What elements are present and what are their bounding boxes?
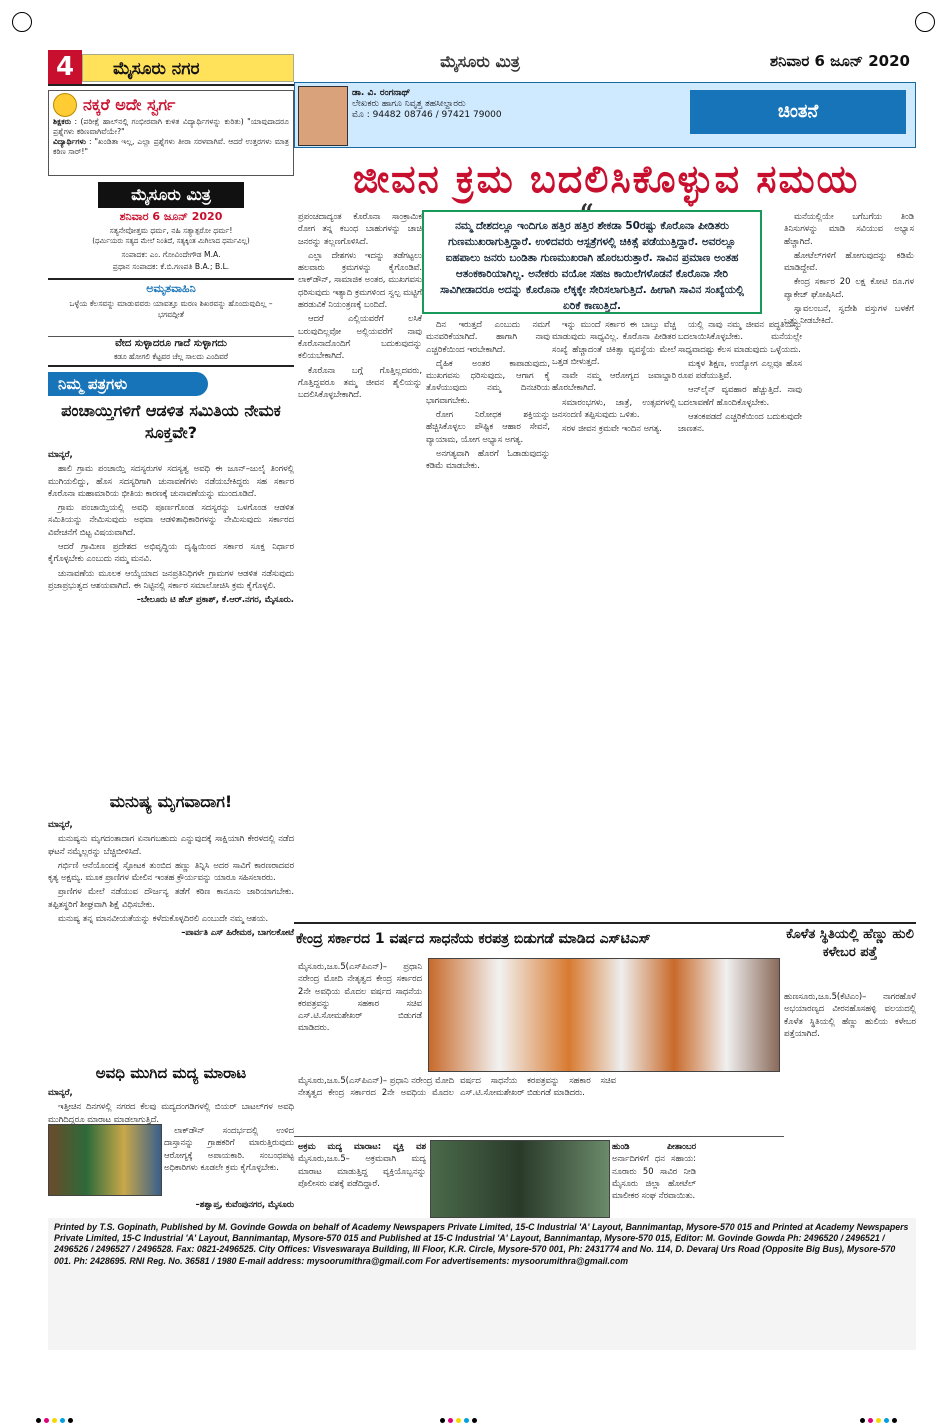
section-tag: ಚಿಂತನೆ [690,90,906,134]
letter3-title: ಅವಧಿ ಮುಗಿದ ಮದ್ಯ ಮಾರಾಟ [95,1064,247,1082]
letter2-para: ಗರ್ಭಿಣಿ ಆನೆಯೊಂದಕ್ಕೆ ಸ್ಫೋಟಕ ತುಂಬಿದ ಹಣ್ಣು ತಿನ್ನಿಸಿ ಅದರ ಸಾವಿಗೆ ಕಾರಣರಾದವರ ಕೃತ್ಯ ಅಕ್ಷಮ್ಯ. ಮೂಕ ಪ್ರಾಣಿಗಳ ಮೇಲಿನ ಇಂತಹ ಕ್ರೌರ್ಯವನ್ನು ಯಾರೂ ಸಹಿಸಲಾರರು. [48,859,294,883]
letter2-title: ಮನುಷ್ಯ ಮೃಗವಾದಾಗ! [109,792,233,811]
article-para: ಎಲ್ಲಾ ದೇಶಗಳು ಇದನ್ನು ತಡೆಗಟ್ಟಲು ಹಲವಾರು ಕ್ರಮಗಳನ್ನು ಕೈಗೊಂಡಿವೆ. ಲಾಕ್‌ಡೌನ್, ಸಾಮಾಜಿಕ ಅಂತರ, ಮುಖಗವಸು ಧರಿಸುವುದು ಇತ್ಯಾದಿ ಕ್ರಮಗಳಿಂದ ಸ್ವಲ್ಪ ಮಟ್ಟಿಗೆ ಹರಡುವಿಕೆ ನಿಯಂತ್ರಣಕ್ಕೆ ಬಂದಿದೆ. [298,249,422,310]
article-para: ಆನ್‌ಲೈನ್ ವ್ಯವಹಾರ ಹೆಚ್ಚುತ್ತಿದೆ. ನಾವು ಬದಲಾವಣೆಗೆ ಹೊಂದಿಕೊಳ್ಳಬೇಕು. [678,384,802,407]
divider [294,1136,784,1137]
story3-text: ಮೈಸೂರು,ಜೂ.5– ಅಕ್ರಮವಾಗಿ ಮದ್ಯ ಮಾರಾಟ ಮಾಡುತ್ತಿದ್ದ ವ್ಯಕ್ತಿಯೊಬ್ಬನನ್ನು ಪೊಲೀಸರು ವಶಕ್ಕೆ ಪಡೆದಿದ್ದಾರೆ. [298,1153,426,1188]
letter1-title: ಪಂಚಾಯ್ತಿಗಳಿಗೆ ಆಡಳಿತ ಸಮಿತಿಯ ನೇಮಕ ಸೂಕ್ತವೇ? [61,401,281,442]
article-para: ಹೋಟೆಲ್‌ಗಳಿಗೆ ಹೋಗುವುದನ್ನು ಕಡಿಮೆ ಮಾಡಿದ್ದೇವೆ. [784,249,914,273]
letter3-body [48,1086,294,1127]
story4 [612,1140,696,1201]
article-para: ದೈಹಿಕ ಅಂತರ ಕಾಪಾಡುವುದು, ಮುಖಗವಸು ಧರಿಸುವುದು, ಆಗಾಗ ಕೈ ತೊಳೆಯುವುದು ನಮ್ಮ ದಿನಚರಿಯ ಭಾಗವಾಗಬೇಕು. [426,357,550,405]
publisher: ಪ್ರಧಾನ ಸಂಪಾದಕ: ಕೆ.ಬಿ.ಗಣಪತಿ B.A.; B.L. [112,262,230,271]
motto-sub: (ಧರ್ಮಿಯರು ಸತ್ಯದ ಮೇಲೆ ನಿಂತಿದೆ, ಸತ್ಯಕ್ಕಿಂತ ಮಿಗಿಲಾದ ಧರ್ಮವಿಲ್ಲ) [92,237,250,245]
editor: ಸಂಪಾದಕ: ಎಂ. ಗೋವಿಂದೇಗೌಡ M.A. [121,250,221,259]
pull-quote: ನಮ್ಮ ದೇಶದಲ್ಲೂ ಇಂದಿಗೂ ಹತ್ತಿರ ಹತ್ತಿರ ಶೇಕಡಾ 50ರಷ್ಟು ಕೊರೊನಾ ಪೀಡಿತರು ಗುಣಮುಖರಾಗುತ್ತಿದ್ದಾರೆ. ಉಳಿದವರು ಆಸ್ಪತ್ರೆಗಳಲ್ಲಿ ಚಿಕಿತ್ಸೆ ಪಡೆಯುತ್ತಿದ್ದಾರೆ. ಅವರಲ್ಲೂ ಐಹಪಾಲು ಜನರು ಬಂಡಿತಾ ಗುಣಮುಖರಾಗಿ ಹೊರಬರುತ್ತಾರೆ. ಸಾವಿನ ಪ್ರಮಾಣ ಅಂತಹ ಆತಂಕಕಾರಿಯಾಗಿಲ್ಲ. ಅನೇಕರು ವಯೋ ಸಹಜ ಕಾಯಿಲೆಗಳೊಡನೆ ಕೊರೊನಾ ಸೇರಿ ಸಾವಿಗೀಡಾದರೂ ಅದನ್ನು ಕೊರೊನಾ ಲೆಕ್ಕಕ್ಕೇ ಸೇರಿಸಲಾಗುತ್ತಿದೆ. ಹೀಗಾಗಿ ಸಾವಿನ ಸಂಖ್ಯೆಯಲ್ಲಿ ಏರಿಕೆ ಕಾಣುತ್ತಿದೆ. [422,210,762,314]
amrutavahini-box [48,278,294,337]
article-column-4 [678,318,802,437]
story1-headline: ಕೇಂದ್ರ ಸರ್ಕಾರದ 1 ವರ್ಷದ ಸಾಧನೆಯ ಕರಪತ್ರ ಬಿಡುಗಡೆ ಮಾಡಿದ ಎಸ್‌ಟಿಎಸ್ [296,931,651,947]
page-number: 4 [48,50,82,84]
story1-text-cont: ಮೈಸೂರು,ಜೂ.5(ಎಸ್‌ಪಿಎನ್)– ಪ್ರಧಾನಿ ನರೇಂದ್ರ ಮೋದಿ ನೇತೃತ್ವದ ಕೇಂದ್ರ ಸರ್ಕಾರದ 2ನೇ ಅವಧಿಯ ಮೊದಲ ವರ್ಷದ ಸಾಧನೆಯ ಕರಪತ್ರವನ್ನು ಸಹಕಾರ ಸಚಿವ ಎಸ್.ಟಿ.ಸೋಮಶೇಖರ್ ಬಿಡುಗಡೆ ಮಾಡಿದರು. [298,1075,616,1098]
article-end-rule [294,922,916,924]
story4-text: ಅರ್ನಾದಿಗಳಿಗೆ ಧನ ಸಹಾಯ: ನೂರಾರು 50 ಸಾವಿರ ನೀಡಿ ಮೈಸೂರು ಜಿಲ್ಲಾ ಹೋಟೆಲ್ ಮಾಲೀಕರ ಸಂಘ ನೆರವಾಯಿತು. [612,1153,696,1201]
letter2-signature: –ಪಾರ್ವತಿ ಎಸ್ ಹಿರೇಮಠ, ಬಾಗಲಕೋಟೆ [181,927,294,938]
color-dots-center [440,1408,480,1414]
amrutavahini-text: ಒಳ್ಳೆಯ ಕೆಲಸವನ್ನು ಮಾಡುವವರು ಯಾವತ್ತೂ ಮರಣ ಶಿಖರವನ್ನು ಹೊಂದುವುದಿಲ್ಲ – ಭಗವದ್ಗೀತೆ [69,299,273,319]
letter3-signature: –ಶಶ್ವಾಪ್ತ, ಕುವೆಂಪುನಗರ, ಮೈಸೂರು [195,1199,294,1209]
article-para: ಆತಂಕಪಡದೆ ಎಚ್ಚರಿಕೆಯಿಂದ ಬದುಕುವುದೇ ಜಾಣತನ. [678,411,802,434]
article-para: ದಿನ ಇರುತ್ತದೆ ಎಂಬುದು ನಮಗೆ ಮನವರಿಕೆಯಾಗಿದೆ. ಹಾಗಾಗಿ ನಾವು ಎಚ್ಚರಿಕೆಯಿಂದ ಇರಬೇಕಾಗಿದೆ. [426,319,550,354]
article-para: ಸಮಾರಂಭಗಳು, ಜಾತ್ರೆ, ಉತ್ಸವಗಳಲ್ಲಿ ಜನಸಂದಣಿ ತಪ್ಪಿಸುವುದು ಒಳಿತು. [552,396,676,420]
story1-text: ಮೈಸೂರು,ಜೂ.5(ಎಸ್‌ಪಿಎನ್)– ಪ್ರಧಾನಿ ನರೇಂದ್ರ ಮೋದಿ ನೇತೃತ್ವದ ಕೇಂದ್ರ ಸರ್ಕಾರದ 2ನೇ ಅವಧಿಯ ಮೊದಲ ವರ್ಷದ ಸಾಧನೆಯ ಕರಪತ್ರವನ್ನು ಸಹಕಾರ ಸಚಿವ ಎಸ್.ಟಿ.ಸೋಮಶೇಖರ್ ಬಿಡುಗಡೆ ಮಾಡಿದರು. [298,961,422,1033]
letter2-para: ಪ್ರಾಣಿಗಳ ಮೇಲೆ ನಡೆಯುವ ದೌರ್ಜನ್ಯ ತಡೆಗೆ ಕಠಿಣ ಕಾನೂನು ಜಾರಿಯಾಗಬೇಕು. ತಪ್ಪಿತಸ್ಥರಿಗೆ ಶೀಘ್ರವಾಗಿ ಶಿಕ್ಷೆ ವಿಧಿಸಬೇಕು. [48,886,294,909]
author-photo [298,86,348,146]
article-para: ಮನೆಯಲ್ಲಿಯೇ ಬಗೆಬಗೆಯ ತಿಂಡಿ ತಿನಿಸುಗಳನ್ನು ಮಾಡಿ ಸವಿಯುವ ಅಭ್ಯಾಸ ಹೆಚ್ಚಾಗಿದೆ. [784,211,914,246]
author-name: ಡಾ. ವಿ. ರಂಗನಾಥ್ [352,88,411,98]
proverb-text: ಕಡೂ ಹೋಗಲಿ ಕೆಟ್ಟವರ ಚೆಲ್ಲ ಸಾಲದು ಎಂದಿವರೆ [48,352,294,367]
masthead: ಮೈಸೂರು ಮಿತ್ರ [440,52,520,71]
registration-mark [12,12,32,32]
letter1-salute: ಮಾನ್ಯರೆ, [48,449,73,459]
color-dots-left [36,1408,76,1414]
author-meta [352,88,552,121]
author-phone: ಮೊ : 94482 08746 / 97421 79000 [352,110,502,120]
letters-header: ನಿಮ್ಮ ಪತ್ರಗಳು [48,372,208,396]
amrutavahini-title: ಅಮೃತವಾಹಿನಿ [146,282,196,295]
student-label: ವಿದ್ಯಾರ್ಥಿಗಳು [53,137,87,146]
story3-headline: ಅಕ್ರಮ ಮದ್ಯ ಮಾರಾಟ: ವ್ಯಕ್ತಿ ವಶ [298,1141,426,1151]
letter3-body-cont [164,1124,294,1175]
logo-date: ಶನಿವಾರ 6 ಜೂನ್ 2020 [119,210,223,223]
story4-headline: ಹುಂಡಿ ಪೀತಾಂಬರ [612,1141,696,1151]
letter1-para: ಚುನಾವಣೆಯ ಮೂಲಕ ಆಯ್ಕೆಯಾದ ಜನಪ್ರತಿನಿಧಿಗಳೇ ಗ್ರಾಮಗಳ ಆಡಳಿತ ನಡೆಸುವುದು ಪ್ರಜಾಪ್ರಭುತ್ವದ ಆಶಯವಾಗಿದೆ. ಈ ನಿಟ್ಟಿನಲ್ಲಿ ಸರ್ಕಾರ ಸಮಾಲೋಚಿಸಿ ಕ್ರಮ ಕೈಗೊಳ್ಳಲಿ. [48,567,294,590]
student-text: : "ಖಂಡಿತಾ ಇಲ್ಲ, ಎಲ್ಲಾ ಪ್ರಶ್ನೆಗಳು ತೀರಾ ಸರಳವಾಗಿವೆ. ಆದರೆ ಉತ್ತರಗಳು ಮಾತ್ರ ಕಠಿಣ ಸಾರ್!" [53,137,289,156]
article-para: ಅನಗತ್ಯವಾಗಿ ಹೊರಗೆ ಓಡಾಡುವುದನ್ನು ಕಡಿಮೆ ಮಾಡಬೇಕು. [426,447,550,471]
article-para: ಆದರೆ ಎಲ್ಲಿಯವರೆಗೆ ಲಸಿಕೆ ಬರುವುದಿಲ್ಲವೋ ಅಲ್ಲಿಯವರೆಗೆ ನಾವು ಕೊರೊನಾದೊಂದಿಗೆ ಬದುಕುವುದನ್ನು ಕಲಿಯಬೇಕಾಗಿದೆ. [298,313,422,361]
article-column-5 [784,210,914,329]
letter2-para: ಮನುಷ್ಯ ತನ್ನ ಮಾನವೀಯತೆಯನ್ನು ಕಳೆದುಕೊಳ್ಳದಿರಲಿ ಎಂಬುದೇ ನಮ್ಮ ಆಶಯ. [58,913,269,924]
article-para: ಪ್ರಪಂಚದಾದ್ಯಂತ ಕೊರೊನಾ ಸಾಂಕ್ರಾಮಿಕ ರೋಗ ತನ್ನ ಕಬಂಧ ಬಾಹುಗಳನ್ನು ಚಾಚಿ ಜನರನ್ನು ತಲ್ಲಣಗೊಳಿಸಿದೆ. [298,211,422,246]
article-para: ನಾವೇ ನಮ್ಮ ಆರೋಗ್ಯದ ಜವಾಬ್ದಾರಿ ಹೊರಬೇಕಾಗಿದೆ. [552,370,676,393]
registration-mark [915,12,935,32]
imprint: Printed by T.S. Gopinath, Published by M. Govinde Gowda on behalf of Academy Newspapers Private Limited, 15-C Industrial 'A' Layout, Bannimantap, Mysore-570 015 and Printed at Academy Newspapers Private Limited, 15-C Industrial 'A' Layout, Bannimantap, Mysore-570 015 and Published at 15-C Industrial 'A' Layout, Bannimantap, Mysore-570 015, Editor: M. Govinde Gowda Ph: 2496520 / 2496521 / 2496526 / 2496527 / 2496528. Fax: 0821-2496525. City Offices: Visveswaraya Building, III Floor, K.R. Circle, Mysore-570 001, Ph: 2431774 and No. 114, D. Devaraj Urs Road (Opposite Big Bus), Mysore-570 001. Ph: 2428695. RNI Reg. No. 36581 / 1980 E-mail address: mysoorumithra@gmail.com For advertisements: mysoorumithra@gmail.com [48,1218,916,1350]
letter2-para: ಮನುಷ್ಯನು ಮೃಗದಂತಾದಾಗ ಏನಾಗಬಹುದು ಎನ್ನುವುದಕ್ಕೆ ಸಾಕ್ಷಿಯಾಗಿ ಕೇರಳದಲ್ಲಿ ನಡೆದ ಘಟನೆ ನಮ್ಮೆಲ್ಲರನ್ನು ಬೆಚ್ಚಿಬೀಳಿಸಿದೆ. [48,833,294,856]
article-column-3 [552,318,676,437]
letter3-para: ಲಾಕ್‌ಡೌನ್ ಸಂದರ್ಭದಲ್ಲಿ ಉಳಿದ ದಾಸ್ತಾನನ್ನು ಗ್ರಾಹಕರಿಗೆ ಮಾರುತ್ತಿರುವುದು ಆರೋಗ್ಯಕ್ಕೆ ಅಪಾಯಕಾರಿ. ಸಂಬಂಧಪಟ್ಟ ಅಧಿಕಾರಿಗಳು ಕೂಡಲೇ ಕ್ರಮ ಕೈಗೊಳ್ಳಬೇಕು. [164,1125,294,1172]
section-title: ಮೈಸೂರು ನಗರ [82,54,294,82]
letter1-para: ಗ್ರಾಮ ಪಂಚಾಯ್ತಿಯಲ್ಲಿ ಅವಧಿ ಪೂರ್ಣಗೊಂಡ ಸದಸ್ಯರನ್ನು ಒಳಗೊಂಡ ಆಡಳಿತ ಸಮಿತಿಯನ್ನು ನೇಮಿಸುವುದು ಅಥವಾ ಆಡಳಿತಾಧಿಕಾರಿಗಳನ್ನು ನೇಮಿಸುವುದು ಸರ್ಕಾರದ ವಿವೇಚನೆಗೆ ಬಿಟ್ಟ ವಿಷಯವಾಗಿದೆ. [48,502,294,537]
joke-box [48,90,294,176]
letter2-salute: ಮಾನ್ಯರೆ, [48,819,73,829]
joke-title: ನಕ್ಕರೆ ಅದೇ ಸ್ವರ್ಗ [83,95,176,114]
story3-photo [430,1140,610,1218]
story3 [298,1140,426,1189]
story2-text: ಹುಣಸೂರು,ಜೂ.5(ಕೆಟಿಎಂ)– ನಾಗರಹೊಳೆ ಅಭಯಾರಣ್ಯದ ವೀರನಹೊಸಹಳ್ಳಿ ವಲಯದಲ್ಲಿ ಕೊಳೆತ ಸ್ಥಿತಿಯಲ್ಲಿ ಹೆಣ್ಣು ಹುಲಿಯ ಕಳೇಬರ ಪತ್ತೆಯಾಗಿದೆ. [784,991,916,1038]
story1-photo [428,958,780,1072]
letter1-para: ಹಾಲಿ ಗ್ರಾಮ ಪಂಚಾಯ್ತಿ ಸದಸ್ಯರುಗಳ ಸದಸ್ಯತ್ವ ಅವಧಿ ಈ ಜೂನ್–ಜುಲೈ ತಿಂಗಳಲ್ಲಿ ಮುಗಿಯಲಿದ್ದು, ಹೊಸ ಸದಸ್ಯರಿಗಾಗಿ ಚುನಾವಣೆಗಳು ನಡೆಯಬೇಕಿದ್ದರು ಸಹ ಸರ್ಕಾರ ಕೊರೊನಾ ಮಹಾಮಾರಿಯ ಭೀತಿಯ ಕಾರಣಕ್ಕೆ ಚುನಾವಣೆಯನ್ನು ಮುಂದೂಡಿದೆ. [48,463,294,498]
article-column-1 [298,210,422,402]
author-role: ಲೇಖಕರು ಹಾಗೂ ನಿವೃತ್ತ ತಹಸೀಲ್ದಾರರು [352,99,466,109]
article-para: ಸ್ವಾವಲಂಬನೆ, ಸ್ವದೇಶಿ ವಸ್ತುಗಳ ಬಳಕೆಗೆ ಒತ್ತು ನೀಡಬೇಕಿದೆ. [784,303,914,326]
letter1-para: ಆದರೆ ಗ್ರಾಮೀಣ ಪ್ರದೇಶದ ಅಭಿವೃದ್ಧಿಯ ದೃಷ್ಟಿಯಿಂದ ಸರ್ಕಾರ ಸೂಕ್ತ ನಿರ್ಧಾರ ಕೈಗೊಳ್ಳಬೇಕು ಎಂಬುದು ನಮ್ಮ ಮನವಿ. [48,541,294,564]
article-para: ಮಕ್ಕಳ ಶಿಕ್ಷಣ, ಉದ್ಯೋಗ ಎಲ್ಲವೂ ಹೊಸ ರೂಪ ಪಡೆಯುತ್ತಿವೆ. [678,357,802,381]
motto: ಸತ್ಯನೇವೋತ್ತಮ ಧರ್ಮ, ನಹಿ ಸತ್ಯಾತ್ಪರೋ ಧರ್ಮ! [109,226,233,235]
teacher-label: ಶಿಕ್ಷಕರು [53,117,72,126]
article-para: ಸರಳ ಜೀವನ ಕ್ರಮವೇ ಇಂದಿನ ಅಗತ್ಯ. [562,423,662,434]
article-para: ಯಲ್ಲಿ ನಾವು ನಮ್ಮ ಜೀವನ ಪದ್ಧತಿಯನ್ನು ಬದಲಾಯಿಸಿಕೊಳ್ಳಬೇಕು. ಮನೆಯಲ್ಲೇ ಸಾಧ್ಯವಾದಷ್ಟು ಕೆಲಸ ಮಾಡುವುದು ಒಳ್ಳೆಯದು. [678,319,802,354]
letter1-signature: –ಬೇಲೂರು ಟಿ ಹೆಚ್ ಪ್ರಕಾಶ್, ಕೆ.ಆರ್.ನಗರ, ಮೈಸೂರು. [136,594,294,605]
logo: ಮೈಸೂರು ಮಿತ್ರ [98,182,244,208]
dateline: ಶನಿವಾರ 6 ಜೂನ್ 2020 [769,52,910,70]
letter3-para: ಇತ್ತೀಚಿನ ದಿನಗಳಲ್ಲಿ ನಗರದ ಕೆಲವು ಮದ್ಯದಂಗಡಿಗಳಲ್ಲಿ ಬಿಯರ್ ಬಾಟಲ್‌ಗಳ ಅವಧಿ ಮುಗಿದಿದ್ದರೂ ಮಾರಾಟ ಮಾಡಲಾಗುತ್ತಿದೆ. [48,1101,294,1124]
article-para: ಕೇಂದ್ರ ಸರ್ಕಾರ 20 ಲಕ್ಷ ಕೋಟಿ ರೂ.ಗಳ ಪ್ಯಾಕೇಜ್ ಘೋಷಿಸಿದೆ. [784,276,914,299]
laughing-face-icon [53,93,77,117]
article-para: ಇನ್ನು ಮುಂದೆ ಸರ್ಕಾರ ಈ ಬಾಬ್ತು ವೆಚ್ಚ ಮಾಡುವುದು ಸಾಧ್ಯವಿಲ್ಲ. ಕೊರೊನಾ ಪೀಡಿತರ ಸಂಖ್ಯೆ ಹೆಚ್ಚಾದಂತೆ ಚಿಕಿತ್ಸಾ ವ್ಯವಸ್ಥೆಯ ಮೇಲೆ ಒತ್ತಡ ಬೀಳುತ್ತದೆ. [552,319,676,366]
article-para: ರೋಗ ನಿರೋಧಕ ಶಕ್ತಿಯನ್ನು ಹೆಚ್ಚಿಸಿಕೊಳ್ಳಲು ಪೌಷ್ಟಿಕ ಆಹಾರ ಸೇವನೆ, ವ್ಯಾಯಾಮ, ಯೋಗ ಅಭ್ಯಾಸ ಅಗತ್ಯ. [426,409,550,444]
left-column [48,88,294,1216]
color-dots-right [860,1408,900,1414]
headline: ಜೀವನ ಕ್ರಮ ಬದಲಿಸಿಕೊಳ್ಳುವ ಸಮಯ [352,157,860,201]
article-para: ಕೊರೊನಾ ಬಗ್ಗೆ ಗೊತ್ತಿಲ್ಲದವರು, ಗೊತ್ತಿದ್ದವರೂ ತಮ್ಮ ಜೀವನ ಶೈಲಿಯನ್ನು ಬದಲಿಸಿಕೊಳ್ಳಬೇಕಾಗಿದೆ. [298,364,422,400]
letter3-salute: ಮಾನ್ಯರೆ, [48,1087,73,1097]
article-column-2 [426,318,550,474]
proverb-title: ವೇದ ಸುಳ್ಳಾದರೂ ಗಾದೆ ಸುಳ್ಳಾಗದು [115,338,227,349]
quote-mark: “ [580,198,594,227]
teacher-text: : (ಪರೀಕ್ಷೆ ಹಾಲ್‌ನಲ್ಲಿ ಗಂಭೀರವಾಗಿ ಕುಳಿತ ವಿದ್ಯಾರ್ಥಿಗಳನ್ನು ಕುರಿತು) "ಯಾವುದಾದರೂ ಪ್ರಶ್ನೆಗಳು ಕಠಿಣವಾಗಿವೆಯೇ?" [53,117,289,136]
beer-bottles-photo [48,1124,162,1196]
letter2-body [48,818,294,941]
letter1-body [48,448,294,608]
story2-headline: ಕೊಳೆತ ಸ್ಥಿತಿಯಲ್ಲಿ ಹೆಣ್ಣು ಹುಲಿ ಕಳೇಬರ ಪತ್ತೆ [786,927,914,960]
